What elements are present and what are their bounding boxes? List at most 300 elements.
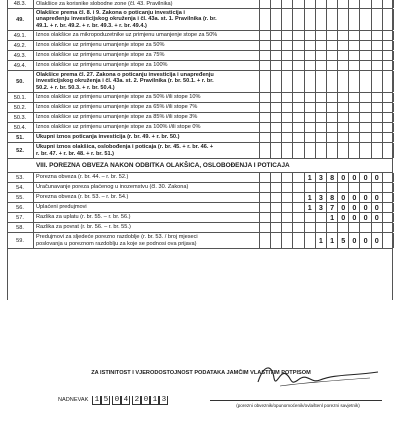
amount-digit-cell[interactable] xyxy=(327,71,338,92)
amount-digit-cell[interactable] xyxy=(361,133,372,142)
amount-digit-cell[interactable] xyxy=(361,183,372,192)
amount-digit-cell[interactable] xyxy=(271,61,282,70)
table-row xyxy=(7,123,393,133)
amount-digit-cell[interactable] xyxy=(383,123,394,132)
amount-digit-cell[interactable] xyxy=(294,143,305,158)
date-label: NADNEVAK xyxy=(58,397,89,403)
amount-digit-cell[interactable] xyxy=(294,133,305,142)
amount-digit-cell[interactable] xyxy=(316,51,327,60)
row-description xyxy=(36,0,258,8)
amount-digit-cell[interactable] xyxy=(271,123,282,132)
amount-grid xyxy=(259,31,394,40)
amount-digit-cell[interactable] xyxy=(282,31,293,40)
row-description-line: Uplaćeni predujmovi xyxy=(36,204,87,211)
amount-digit-cell[interactable]: 0 xyxy=(372,173,383,182)
amount-digit-cell[interactable]: 3 xyxy=(316,193,327,202)
amount-digit-cell[interactable] xyxy=(260,31,271,40)
amount-digit-cell[interactable]: 0 xyxy=(338,213,349,222)
amount-digit-cell[interactable] xyxy=(372,31,383,40)
amount-digit-cell[interactable] xyxy=(383,41,394,50)
amount-digit-cell[interactable] xyxy=(305,0,316,8)
amount-digit-cell[interactable] xyxy=(305,9,316,30)
amount-digit-cell[interactable] xyxy=(316,0,327,8)
amount-digit-cell[interactable] xyxy=(372,133,383,142)
amount-digit-cell[interactable] xyxy=(260,123,271,132)
amount-digit-cell[interactable] xyxy=(349,41,360,50)
amount-digit-cell[interactable] xyxy=(372,93,383,102)
amount-digit-cell[interactable] xyxy=(282,0,293,8)
amount-digit-cell[interactable] xyxy=(271,203,282,212)
amount-digit-cell[interactable] xyxy=(372,0,383,8)
signer-note: (porezni obveznik/opunomoćenik/ovlaštenl porezni savjetnik) xyxy=(236,403,360,408)
amount-digit-cell[interactable] xyxy=(316,113,327,122)
amount-digit-cell[interactable]: 1 xyxy=(305,193,316,202)
amount-digit-cell[interactable]: 8 xyxy=(327,193,338,202)
amount-digit-cell[interactable] xyxy=(327,31,338,40)
amount-digit-cell[interactable] xyxy=(327,113,338,122)
amount-digit-cell[interactable] xyxy=(294,193,305,202)
table-row xyxy=(7,203,393,213)
amount-digit-cell[interactable] xyxy=(383,233,394,248)
amount-digit-cell[interactable] xyxy=(260,41,271,50)
amount-grid xyxy=(259,103,394,112)
amount-digit-cell[interactable] xyxy=(260,173,271,182)
amount-digit-cell[interactable] xyxy=(372,223,383,232)
amount-grid xyxy=(259,9,394,30)
amount-digit-cell[interactable] xyxy=(316,41,327,50)
amount-digit-cell[interactable] xyxy=(260,61,271,70)
handwritten-signature xyxy=(250,358,390,392)
amount-digit-cell[interactable] xyxy=(383,93,394,102)
amount-digit-cell[interactable]: 0 xyxy=(372,233,383,248)
amount-digit-cell[interactable] xyxy=(282,233,293,248)
amount-digit-cell[interactable] xyxy=(361,0,372,8)
amount-digit-cell[interactable] xyxy=(260,203,271,212)
amount-digit-cell[interactable] xyxy=(338,183,349,192)
amount-digit-cell[interactable] xyxy=(294,93,305,102)
table-row xyxy=(7,133,393,143)
amount-digit-cell[interactable] xyxy=(282,123,293,132)
amount-digit-cell[interactable]: 0 xyxy=(338,173,349,182)
amount-digit-cell[interactable]: 0 xyxy=(361,213,372,222)
table-row xyxy=(7,213,393,223)
amount-digit-cell[interactable] xyxy=(361,61,372,70)
amount-digit-cell[interactable] xyxy=(338,41,349,50)
row-description-line: Iznos olakšice uz primjenu umanjenje stope za 100% i/ili stope 0% xyxy=(36,124,201,131)
amount-digit-cell[interactable] xyxy=(361,51,372,60)
amount-digit-cell[interactable] xyxy=(316,31,327,40)
amount-digit-cell[interactable] xyxy=(338,113,349,122)
amount-digit-cell[interactable] xyxy=(327,61,338,70)
amount-digit-cell[interactable] xyxy=(327,93,338,102)
amount-grid xyxy=(259,41,394,50)
amount-grid xyxy=(259,61,394,70)
amount-digit-cell[interactable] xyxy=(316,133,327,142)
amount-digit-cell[interactable] xyxy=(294,233,305,248)
amount-digit-cell[interactable]: 1 xyxy=(316,233,327,248)
amount-digit-cell[interactable] xyxy=(349,133,360,142)
amount-digit-cell[interactable]: 0 xyxy=(361,193,372,202)
amount-digit-cell[interactable] xyxy=(282,203,293,212)
row-description-line: Iznos olakšice uz primjenu umanjenje stope za 100% xyxy=(36,62,168,69)
amount-digit-cell[interactable] xyxy=(316,61,327,70)
amount-digit-cell[interactable] xyxy=(271,173,282,182)
amount-digit-cell[interactable] xyxy=(305,103,316,112)
amount-digit-cell[interactable] xyxy=(316,93,327,102)
amount-digit-cell[interactable]: 1 xyxy=(327,233,338,248)
amount-digit-cell[interactable] xyxy=(361,71,372,92)
amount-digit-cell[interactable] xyxy=(260,233,271,248)
amount-digit-cell[interactable] xyxy=(260,71,271,92)
amount-digit-cell[interactable] xyxy=(383,223,394,232)
amount-digit-cell[interactable] xyxy=(305,61,316,70)
amount-digit-cell[interactable] xyxy=(316,183,327,192)
amount-digit-cell[interactable]: 1 xyxy=(327,213,338,222)
amount-digit-cell[interactable] xyxy=(294,31,305,40)
amount-digit-cell[interactable]: 1 xyxy=(305,203,316,212)
amount-digit-cell[interactable] xyxy=(383,193,394,202)
amount-digit-cell[interactable] xyxy=(316,9,327,30)
amount-digit-cell[interactable] xyxy=(305,41,316,50)
amount-digit-cell[interactable] xyxy=(361,93,372,102)
amount-digit-cell[interactable] xyxy=(383,113,394,122)
table-row xyxy=(7,51,393,61)
amount-digit-cell[interactable] xyxy=(372,183,383,192)
amount-digit-cell[interactable] xyxy=(305,51,316,60)
amount-digit-cell[interactable] xyxy=(383,183,394,192)
amount-digit-cell[interactable] xyxy=(316,143,327,158)
row-description-line: 50.2. + r. br. 50.3. + r. br. 50.4.) xyxy=(36,84,115,91)
amount-digit-cell[interactable] xyxy=(361,103,372,112)
row-number: 51. xyxy=(7,133,34,142)
amount-digit-cell[interactable] xyxy=(305,223,316,232)
amount-digit-cell[interactable] xyxy=(294,41,305,50)
amount-digit-cell[interactable]: 5 xyxy=(338,233,349,248)
amount-digit-cell[interactable] xyxy=(294,203,305,212)
amount-digit-cell[interactable] xyxy=(361,41,372,50)
tax-form-table xyxy=(7,0,393,300)
amount-digit-cell[interactable] xyxy=(361,113,372,122)
amount-digit-cell[interactable] xyxy=(338,93,349,102)
amount-digit-cell[interactable] xyxy=(282,113,293,122)
amount-digit-cell[interactable] xyxy=(361,143,372,158)
amount-digit-cell[interactable] xyxy=(282,143,293,158)
amount-digit-cell[interactable]: 0 xyxy=(349,203,360,212)
amount-grid xyxy=(259,0,394,8)
date-digit[interactable]: 1 xyxy=(92,396,101,405)
amount-digit-cell[interactable] xyxy=(294,173,305,182)
amount-digit-cell[interactable] xyxy=(260,9,271,30)
amount-digit-cell[interactable] xyxy=(271,193,282,202)
amount-digit-cell[interactable]: 0 xyxy=(338,193,349,202)
amount-digit-cell[interactable] xyxy=(327,51,338,60)
amount-digit-cell[interactable] xyxy=(349,31,360,40)
amount-digit-cell[interactable] xyxy=(383,143,394,158)
amount-digit-cell[interactable] xyxy=(282,223,293,232)
amount-digit-cell[interactable] xyxy=(260,93,271,102)
amount-digit-cell[interactable]: 0 xyxy=(349,193,360,202)
amount-digit-cell[interactable] xyxy=(294,51,305,60)
amount-digit-cell[interactable] xyxy=(260,133,271,142)
amount-digit-cell[interactable] xyxy=(338,103,349,112)
amount-digit-cell[interactable] xyxy=(316,103,327,112)
row-number: 49. xyxy=(7,9,34,30)
date-digit[interactable]: 3 xyxy=(159,396,168,405)
date-digit[interactable]: 0 xyxy=(141,396,150,405)
amount-digit-cell[interactable] xyxy=(327,223,338,232)
amount-grid xyxy=(259,143,394,158)
row-description-line: Razlika za povrat (r. br. 56. – r. br. 55.) xyxy=(36,224,131,231)
amount-digit-cell[interactable] xyxy=(271,0,282,8)
date-digit[interactable]: 4 xyxy=(121,396,130,405)
amount-digit-cell[interactable] xyxy=(383,61,394,70)
amount-digit-cell[interactable] xyxy=(338,9,349,30)
amount-digit-cell[interactable] xyxy=(349,223,360,232)
amount-digit-cell[interactable] xyxy=(327,133,338,142)
amount-digit-cell[interactable]: 1 xyxy=(305,173,316,182)
amount-digit-cell[interactable]: 7 xyxy=(327,203,338,212)
row-description-line: Porezna obveza (r. br. 44. – r. br. 52.) xyxy=(36,174,129,181)
amount-digit-cell[interactable]: 0 xyxy=(361,173,372,182)
amount-digit-cell[interactable] xyxy=(282,183,293,192)
amount-digit-cell[interactable] xyxy=(372,51,383,60)
amount-digit-cell[interactable] xyxy=(271,113,282,122)
amount-digit-cell[interactable] xyxy=(271,31,282,40)
row-description-line: Predujmovi za sljedeće porezno razdoblje (r. br. 53. / broj mjeseci xyxy=(36,234,198,241)
amount-digit-cell[interactable] xyxy=(305,143,316,158)
signature-line xyxy=(210,400,382,401)
amount-digit-cell[interactable] xyxy=(316,71,327,92)
row-number: 53. xyxy=(7,173,34,182)
amount-digit-cell[interactable] xyxy=(361,123,372,132)
row-number: 55. xyxy=(7,193,34,202)
row-description xyxy=(36,213,258,222)
date-digit[interactable]: 1 xyxy=(150,396,159,405)
amount-digit-cell[interactable]: 0 xyxy=(372,213,383,222)
amount-digit-cell[interactable] xyxy=(361,31,372,40)
amount-digit-cell[interactable] xyxy=(271,9,282,30)
amount-digit-cell[interactable] xyxy=(349,9,360,30)
amount-digit-cell[interactable] xyxy=(294,71,305,92)
amount-digit-cell[interactable] xyxy=(294,123,305,132)
amount-digit-cell[interactable] xyxy=(305,113,316,122)
amount-grid xyxy=(259,233,394,248)
amount-digit-cell[interactable] xyxy=(260,223,271,232)
amount-digit-cell[interactable] xyxy=(294,103,305,112)
amount-digit-cell[interactable] xyxy=(383,9,394,30)
amount-digit-cell[interactable] xyxy=(282,213,293,222)
table-row xyxy=(7,61,393,71)
row-number: 52. xyxy=(7,143,34,158)
amount-digit-cell[interactable] xyxy=(282,41,293,50)
amount-digit-cell[interactable] xyxy=(271,183,282,192)
amount-digit-cell[interactable] xyxy=(282,61,293,70)
amount-digit-cell[interactable] xyxy=(383,213,394,222)
table-row xyxy=(7,41,393,51)
amount-digit-cell[interactable] xyxy=(327,41,338,50)
amount-digit-cell[interactable] xyxy=(372,41,383,50)
amount-grid xyxy=(259,183,394,192)
amount-digit-cell[interactable] xyxy=(338,223,349,232)
amount-digit-cell[interactable] xyxy=(282,71,293,92)
amount-digit-cell[interactable] xyxy=(305,93,316,102)
amount-digit-cell[interactable] xyxy=(305,123,316,132)
amount-digit-cell[interactable] xyxy=(260,193,271,202)
amount-digit-cell[interactable] xyxy=(383,103,394,112)
amount-digit-cell[interactable]: 0 xyxy=(349,173,360,182)
date-digit[interactable]: 5 xyxy=(101,396,110,405)
amount-digit-cell[interactable] xyxy=(349,103,360,112)
amount-digit-cell[interactable] xyxy=(282,103,293,112)
amount-digit-cell[interactable] xyxy=(305,233,316,248)
amount-digit-cell[interactable]: 0 xyxy=(372,203,383,212)
row-description-line: Iznos olakšice uz primjenu umanjenje stope za 50% i/ili stope 10% xyxy=(36,94,201,101)
amount-digit-cell[interactable] xyxy=(338,143,349,158)
amount-digit-cell[interactable] xyxy=(271,51,282,60)
amount-digit-cell[interactable] xyxy=(349,93,360,102)
table-row xyxy=(7,223,393,233)
amount-digit-cell[interactable] xyxy=(294,183,305,192)
amount-digit-cell[interactable] xyxy=(260,51,271,60)
amount-digit-cell[interactable] xyxy=(338,31,349,40)
row-description xyxy=(36,71,258,92)
amount-digit-cell[interactable] xyxy=(338,123,349,132)
amount-digit-cell[interactable] xyxy=(316,123,327,132)
row-description xyxy=(36,103,258,112)
amount-digit-cell[interactable] xyxy=(305,213,316,222)
amount-digit-cell[interactable] xyxy=(383,31,394,40)
amount-digit-cell[interactable] xyxy=(372,61,383,70)
amount-digit-cell[interactable] xyxy=(271,133,282,142)
amount-digit-cell[interactable] xyxy=(282,51,293,60)
amount-digit-cell[interactable] xyxy=(372,113,383,122)
row-number: 58. xyxy=(7,223,34,232)
amount-digit-cell[interactable] xyxy=(260,213,271,222)
amount-digit-cell[interactable] xyxy=(271,71,282,92)
amount-digit-cell[interactable] xyxy=(294,223,305,232)
amount-digit-cell[interactable] xyxy=(372,103,383,112)
amount-digit-cell[interactable]: 3 xyxy=(316,203,327,212)
amount-digit-cell[interactable] xyxy=(349,113,360,122)
amount-digit-cell[interactable] xyxy=(349,143,360,158)
amount-digit-cell[interactable] xyxy=(327,123,338,132)
amount-digit-cell[interactable]: 8 xyxy=(327,173,338,182)
amount-digit-cell[interactable] xyxy=(282,9,293,30)
amount-digit-cell[interactable]: 3 xyxy=(316,173,327,182)
amount-digit-cell[interactable] xyxy=(383,71,394,92)
amount-digit-cell[interactable] xyxy=(338,51,349,60)
amount-digit-cell[interactable] xyxy=(305,71,316,92)
amount-digit-cell[interactable] xyxy=(271,143,282,158)
amount-digit-cell[interactable] xyxy=(294,9,305,30)
amount-digit-cell[interactable] xyxy=(349,61,360,70)
amount-digit-cell[interactable] xyxy=(338,133,349,142)
amount-digit-cell[interactable] xyxy=(383,133,394,142)
date-digit[interactable]: 0 xyxy=(112,396,121,405)
table-row xyxy=(7,183,393,193)
amount-digit-cell[interactable] xyxy=(316,223,327,232)
amount-digit-cell[interactable] xyxy=(260,143,271,158)
amount-digit-cell[interactable] xyxy=(327,9,338,30)
amount-digit-cell[interactable] xyxy=(338,61,349,70)
amount-digit-cell[interactable] xyxy=(294,0,305,8)
amount-digit-cell[interactable] xyxy=(349,71,360,92)
amount-digit-cell[interactable]: 0 xyxy=(349,213,360,222)
amount-digit-cell[interactable]: 0 xyxy=(372,193,383,202)
amount-digit-cell[interactable] xyxy=(361,9,372,30)
row-description-line: Razlika za uplatu (r. br. 55. – r. br. 56.) xyxy=(36,214,131,221)
amount-digit-cell[interactable] xyxy=(327,103,338,112)
amount-digit-cell[interactable] xyxy=(294,213,305,222)
amount-digit-cell[interactable] xyxy=(349,183,360,192)
row-description xyxy=(36,173,258,182)
amount-digit-cell[interactable]: 0 xyxy=(361,203,372,212)
amount-digit-cell[interactable] xyxy=(260,103,271,112)
amount-digit-cell[interactable] xyxy=(294,113,305,122)
amount-digit-cell[interactable] xyxy=(260,183,271,192)
table-row xyxy=(7,0,393,9)
amount-digit-cell[interactable] xyxy=(372,143,383,158)
amount-digit-cell[interactable] xyxy=(305,133,316,142)
amount-digit-cell[interactable] xyxy=(305,31,316,40)
amount-digit-cell[interactable] xyxy=(349,51,360,60)
amount-digit-cell[interactable] xyxy=(294,61,305,70)
amount-digit-cell[interactable] xyxy=(282,93,293,102)
table-row xyxy=(7,233,393,249)
amount-digit-cell[interactable] xyxy=(383,203,394,212)
amount-digit-cell[interactable] xyxy=(271,223,282,232)
row-description xyxy=(36,143,258,158)
amount-digit-cell[interactable]: 0 xyxy=(361,233,372,248)
amount-digit-cell[interactable] xyxy=(260,0,271,8)
amount-digit-cell[interactable] xyxy=(282,133,293,142)
amount-digit-cell[interactable] xyxy=(349,0,360,8)
amount-digit-cell[interactable] xyxy=(282,173,293,182)
amount-digit-cell[interactable] xyxy=(372,71,383,92)
amount-digit-cell[interactable] xyxy=(260,113,271,122)
amount-digit-cell[interactable] xyxy=(383,51,394,60)
amount-digit-cell[interactable] xyxy=(338,0,349,8)
date-digit[interactable]: 2 xyxy=(132,396,141,405)
amount-digit-cell[interactable] xyxy=(383,173,394,182)
amount-digit-cell[interactable] xyxy=(271,93,282,102)
amount-digit-cell[interactable] xyxy=(383,0,394,8)
amount-digit-cell[interactable] xyxy=(361,223,372,232)
row-description-line: r. br. 47. + r. br. 48. + r. br. 51.) xyxy=(36,150,115,157)
amount-digit-cell[interactable] xyxy=(316,213,327,222)
amount-digit-cell[interactable] xyxy=(271,213,282,222)
amount-grid xyxy=(259,93,394,102)
amount-digit-cell[interactable]: 0 xyxy=(338,203,349,212)
amount-digit-cell[interactable] xyxy=(327,143,338,158)
amount-digit-cell[interactable] xyxy=(372,9,383,30)
row-description xyxy=(36,51,258,60)
amount-digit-cell[interactable] xyxy=(327,183,338,192)
amount-digit-cell[interactable] xyxy=(271,233,282,248)
amount-grid xyxy=(259,133,394,142)
row-description-line: 49.1. + r. br. 49.2. + r. br. 49.3. + r. br. 49.4.) xyxy=(36,22,147,29)
amount-digit-cell[interactable] xyxy=(305,183,316,192)
amount-digit-cell[interactable] xyxy=(282,193,293,202)
amount-digit-cell[interactable] xyxy=(372,123,383,132)
amount-digit-cell[interactable] xyxy=(338,71,349,92)
amount-digit-cell[interactable] xyxy=(327,0,338,8)
amount-digit-cell[interactable] xyxy=(349,123,360,132)
table-row xyxy=(7,113,393,123)
amount-digit-cell[interactable] xyxy=(271,41,282,50)
amount-digit-cell[interactable] xyxy=(271,103,282,112)
amount-digit-cell[interactable]: 0 xyxy=(349,233,360,248)
